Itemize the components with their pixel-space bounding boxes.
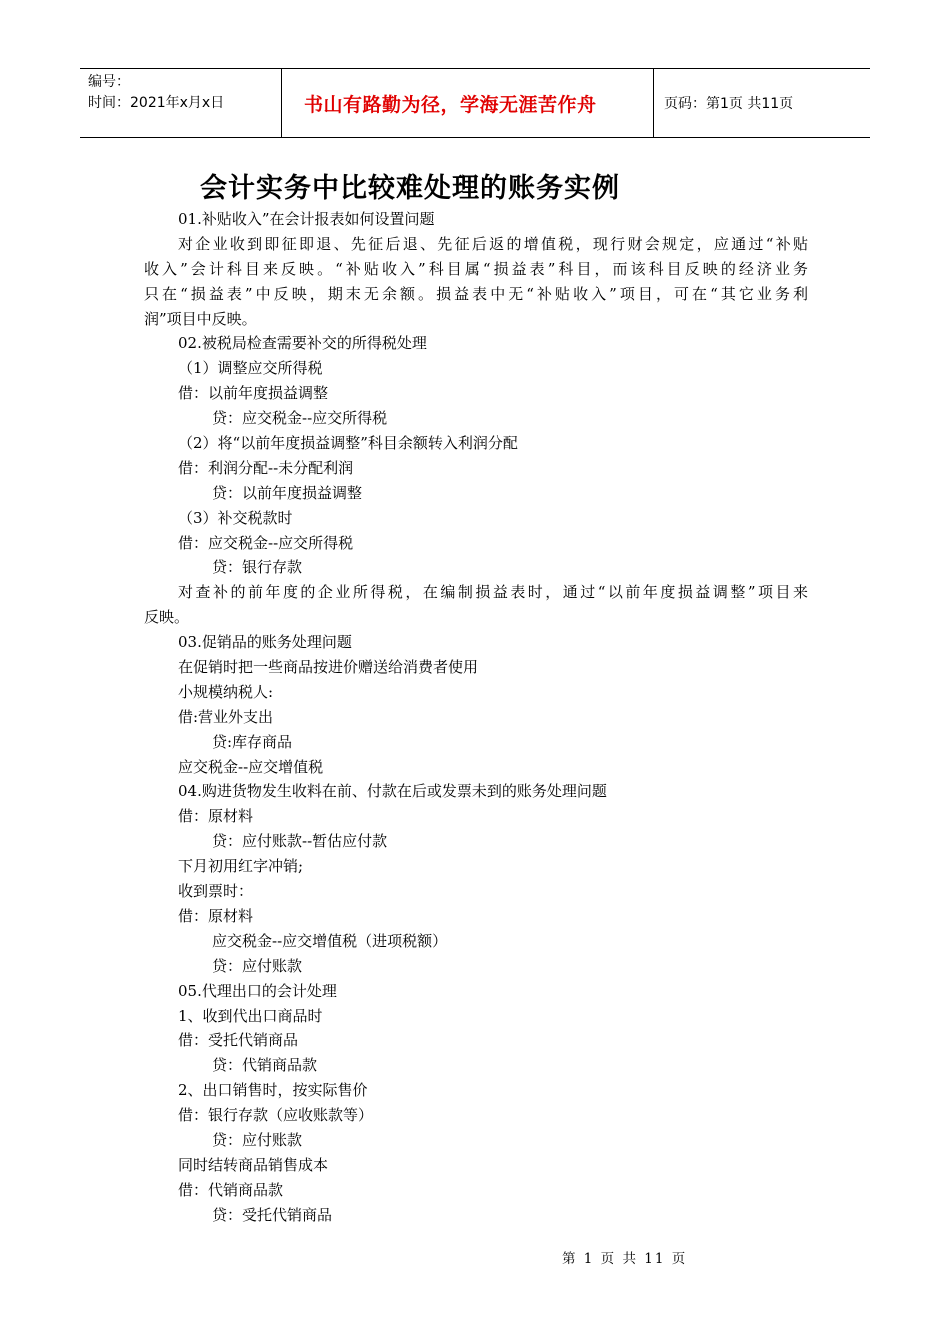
header-motto: 书山有路勤为径，学海无涯苦作舟 <box>282 69 654 137</box>
debit-entry: 借：应交税金--应交所得税 <box>178 533 354 552</box>
step-line: （1）调整应交所得税 <box>178 359 323 378</box>
paragraph-line: 润”项目中反映。 <box>144 309 257 328</box>
page-footer: 第 1 页 共 11 页 <box>562 1251 688 1267</box>
paragraph-line: 对企业收到即征即退、先征后退、先征后返的增值税，现行财会规定，应通过“补贴 <box>178 234 808 253</box>
debit-entry: 借：原材料 <box>178 906 254 925</box>
paragraph-line: 下月初用红字冲销; <box>178 857 304 876</box>
credit-entry: 贷：以前年度损益调整 <box>212 483 363 502</box>
paragraph-line: 收到票时： <box>178 882 254 901</box>
debit-entry: 借：银行存款（应收账款等） <box>178 1106 374 1125</box>
credit-entry: 贷：应付账款 <box>212 956 303 975</box>
step-line: （3）补交税款时 <box>178 508 293 527</box>
paragraph-line: 只在“损益表”中反映，期末无余额。损益表中无“补贴收入”项目，可在“其它业务利 <box>144 284 808 303</box>
paragraph-line: 收入”会计科目来反映。“补贴收入”科目属“损益表”科目，而该科目反映的经济业务 <box>144 259 808 278</box>
number-label: 编号： <box>88 74 130 90</box>
section-heading: 02.被税局检查需要补交的所得税处理 <box>178 334 427 353</box>
header-meta <box>80 69 282 137</box>
credit-entry: 贷：应交税金--应交所得税 <box>212 409 388 428</box>
credit-entry: 贷:库存商品 <box>212 732 293 751</box>
paragraph-line: 对查补的前年度的企业所得税，在编制损益表时，通过“以前年度损益调整”项目来 <box>178 583 808 602</box>
credit-entry: 贷：应付账款--暂估应付款 <box>212 832 388 851</box>
step-line: 1、收到代出口商品时 <box>178 1006 323 1025</box>
time-label: 时间：2021年x月x日 <box>88 95 225 111</box>
section-heading: 04.购进货物发生收料在前、付款在后或发票未到的账务处理问题 <box>178 782 607 801</box>
credit-entry: 贷：银行存款 <box>212 558 303 577</box>
debit-entry: 借：原材料 <box>178 807 254 826</box>
page-header <box>80 68 870 138</box>
credit-entry: 贷：受托代销商品 <box>212 1205 333 1224</box>
section-heading: 01.补贴收入”在会计报表如何设置问题 <box>178 210 435 228</box>
step-line: 2、出口销售时，按实际售价 <box>178 1081 368 1100</box>
header-page-info: 页码：第1页 共11页 <box>664 96 794 112</box>
credit-entry: 贷：代销商品款 <box>212 1056 318 1075</box>
credit-entry: 贷：应付账款 <box>212 1130 303 1149</box>
credit-entry: 应交税金--应交增值税 <box>178 757 324 776</box>
debit-entry: 借：利润分配--未分配利润 <box>178 458 354 477</box>
paragraph-line: 反映。 <box>144 608 190 627</box>
section-heading: 03.促销品的账务处理问题 <box>178 633 352 652</box>
paragraph-line: 小规模纳税人: <box>178 682 274 701</box>
paragraph-line: 同时结转商品销售成本 <box>178 1155 329 1174</box>
step-line: （2）将“以前年度损益调整”科目余额转入利润分配 <box>178 434 518 453</box>
debit-entry: 借：受托代销商品 <box>178 1031 299 1050</box>
debit-entry: 借：以前年度损益调整 <box>178 384 329 403</box>
debit-entry: 借：代销商品款 <box>178 1180 284 1199</box>
section-heading: 05.代理出口的会计处理 <box>178 981 337 1000</box>
paragraph-line: 在促销时把一些商品按进价赠送给消费者使用 <box>178 658 479 677</box>
debit-entry: 借:营业外支出 <box>178 707 274 726</box>
document-body <box>144 207 808 1228</box>
debit-entry: 应交税金--应交增值税（进项税额） <box>212 931 448 950</box>
document-title: 会计实务中比较难处理的账务实例 <box>200 173 620 204</box>
